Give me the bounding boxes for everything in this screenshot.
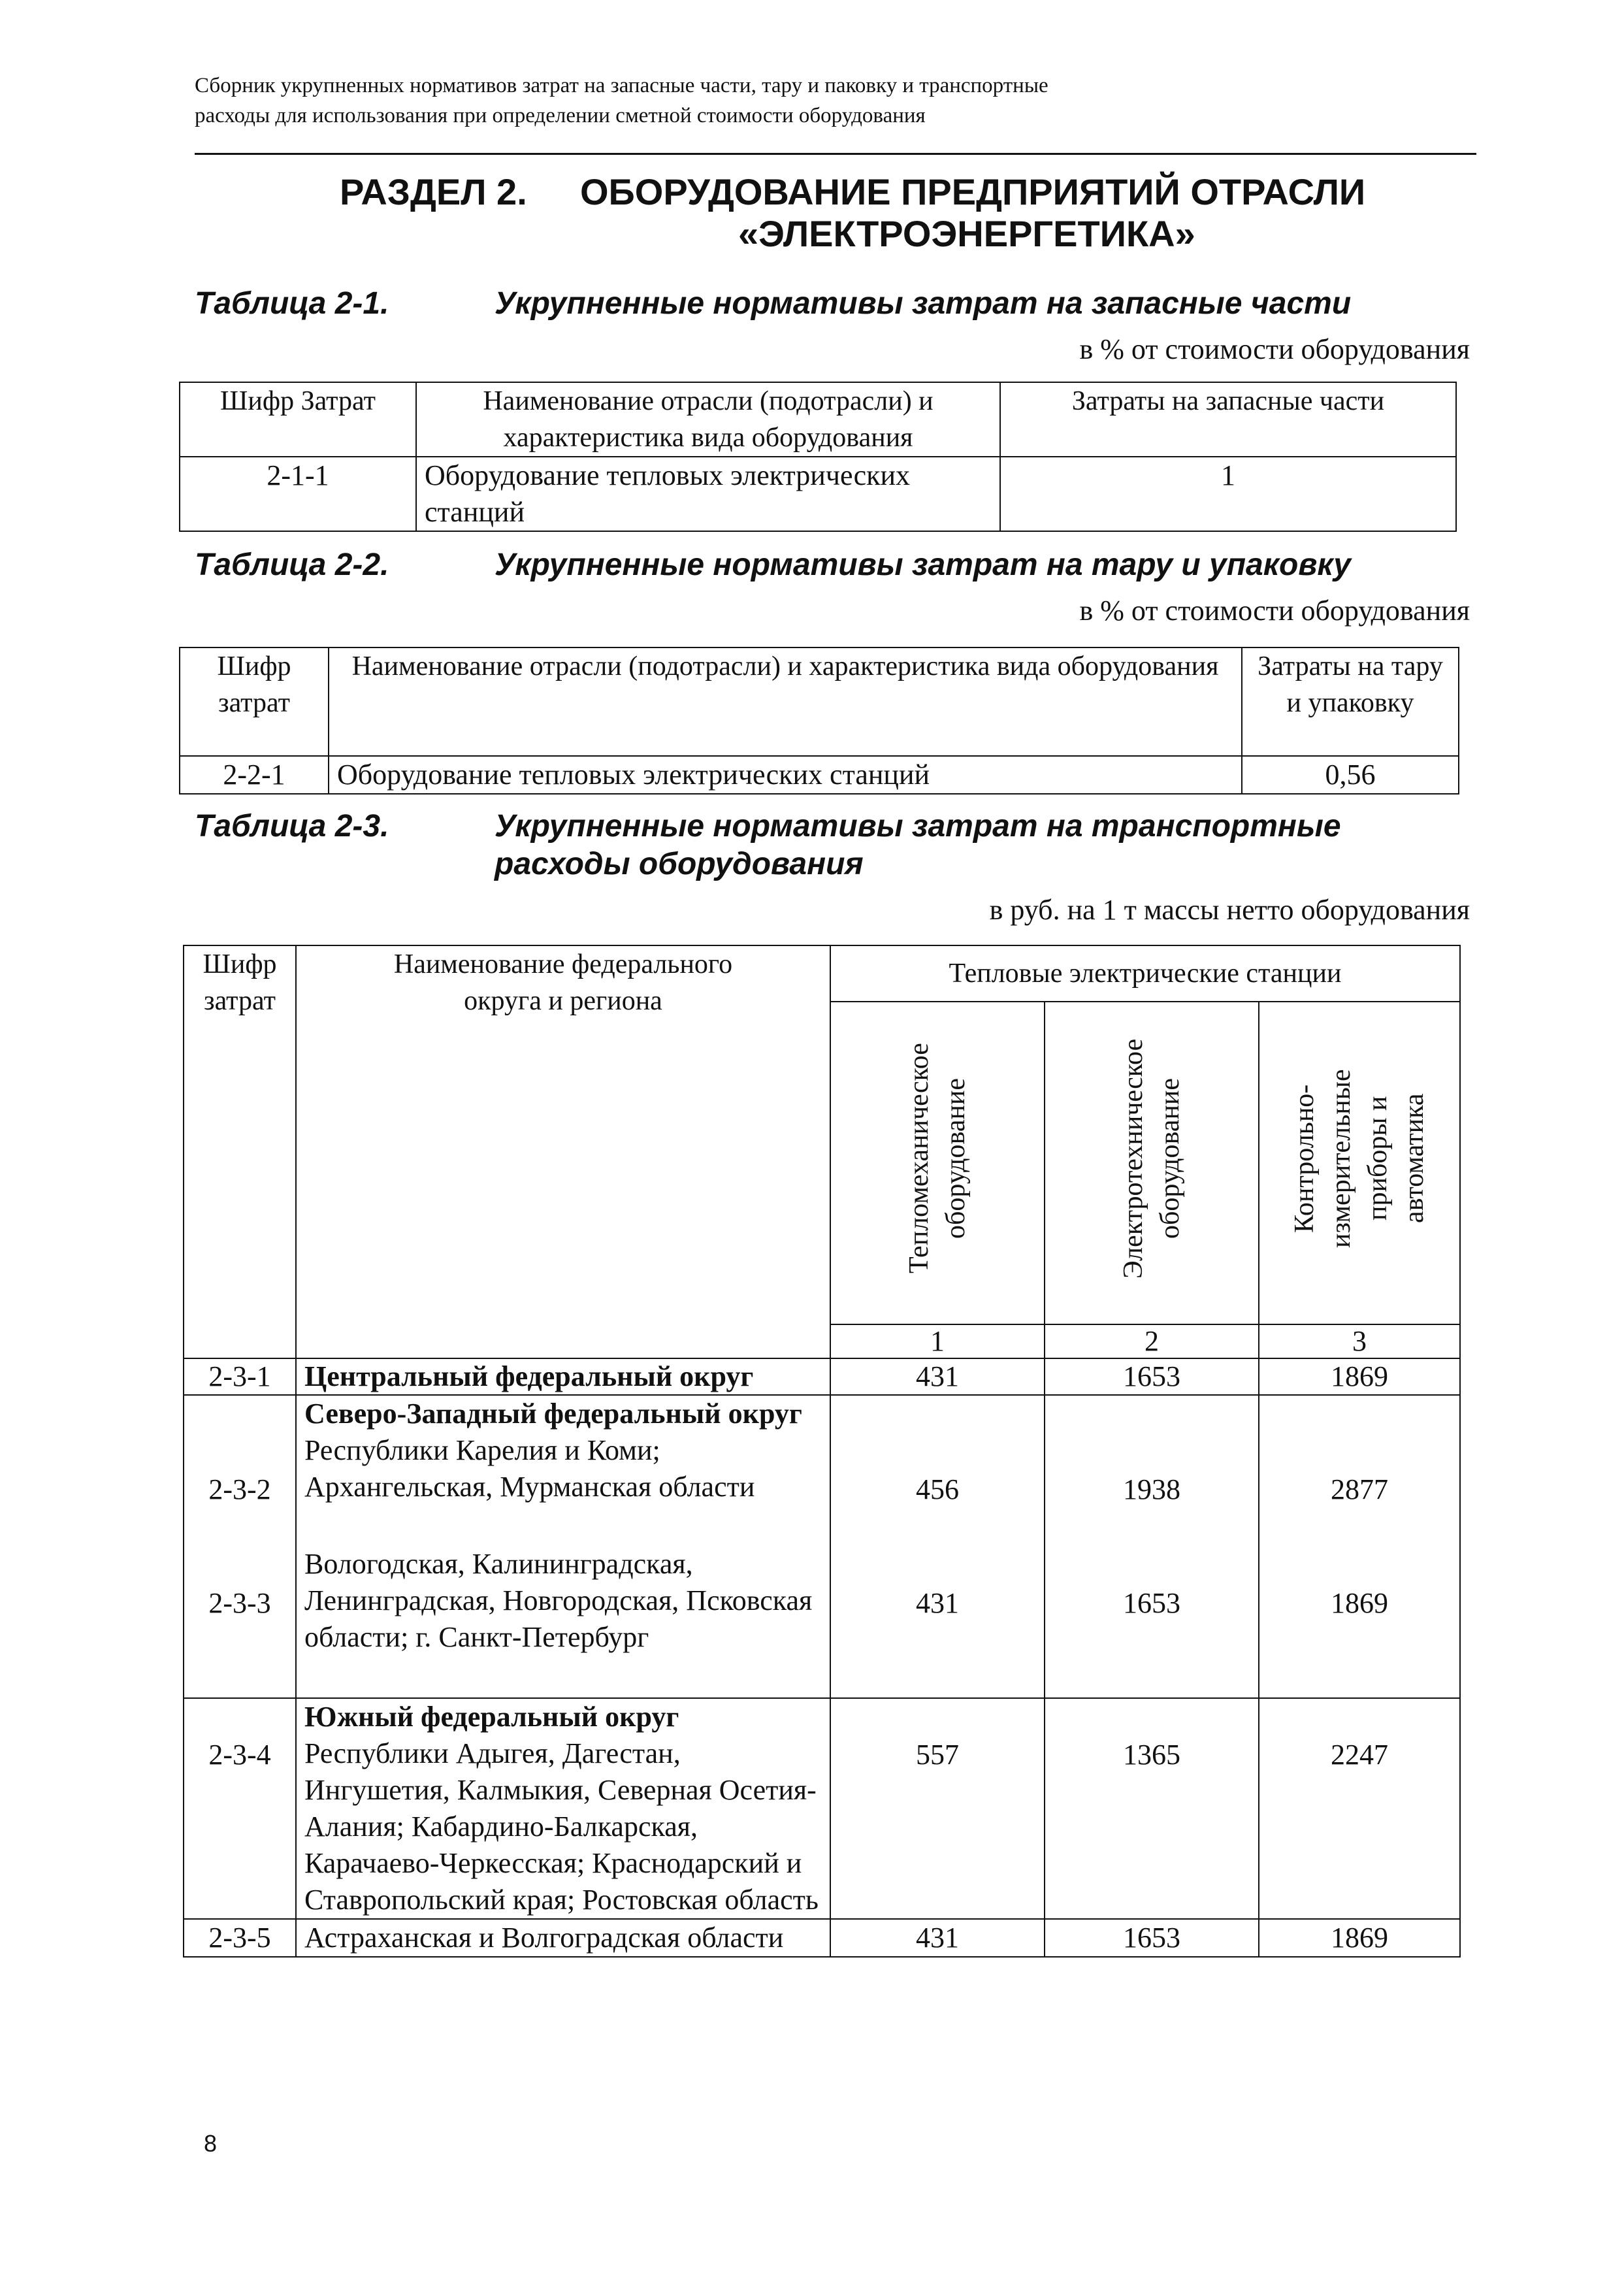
table3-row-v2: 1938: [1123, 1473, 1180, 1505]
table3-code-cell: [184, 1698, 296, 1919]
table1-header-name: Наименование отрасли (подотрасли) и характеристика вида оборудования: [416, 382, 1000, 457]
table3-row-code: 2-3-4: [208, 1739, 271, 1771]
table3-unit: в руб. на 1 т массы нетто оборудования: [989, 894, 1470, 926]
table3-row-v1: 456: [916, 1473, 959, 1505]
table3-row-v2: 1653: [1045, 1919, 1259, 1957]
table2-header-row: [180, 647, 1459, 756]
table3-subheader-3: [1259, 1002, 1460, 1324]
table2-row-code: 2-2-1: [180, 756, 329, 794]
table3-label: Таблица 2-3.: [195, 809, 389, 844]
table2-row-name: Оборудование тепловых электрических станций: [329, 756, 1242, 794]
table1: [179, 382, 1457, 532]
table-row: [184, 1919, 1460, 1957]
table3-v1-cell: [830, 1395, 1045, 1698]
table3-row-v3: 2877: [1331, 1473, 1388, 1505]
page-number: 8: [204, 2130, 218, 2157]
table3-subheader-1-text: Тепломеханическое оборудование: [904, 1043, 971, 1274]
table3-subheader-2: [1045, 1002, 1259, 1324]
table3-names-cell: [296, 1395, 830, 1698]
table3-row-v1: 431: [830, 1919, 1045, 1957]
running-header-line-2: расходы для использования при определении сметной стоимости оборудования: [195, 104, 926, 127]
table1-header-value: Затраты на запасные части: [1000, 382, 1456, 457]
table3-row-code: 2-3-3: [208, 1587, 271, 1619]
running-header-line-1: Сборник укрупненных нормативов затрат на запасные части, тару и паковку и транспортные: [195, 74, 1048, 97]
table3-row-code: 2-3-1: [184, 1358, 296, 1395]
table3-colnum-3: 3: [1259, 1324, 1460, 1358]
table3-row-v3: 1869: [1259, 1358, 1460, 1395]
table2-label: Таблица 2-2.: [195, 548, 389, 582]
table1-label: Таблица 2-1.: [195, 286, 389, 321]
table1-row-value: 1: [1000, 457, 1456, 531]
table3-row-region: Астраханская и Волгоградская области: [296, 1919, 830, 1957]
table3-subheader-2-text: Электротехническое оборудование: [1118, 1038, 1185, 1279]
table3-subheader-3-text: Контрольно-измерительные приборы и автоматика: [1290, 1069, 1429, 1248]
table-row: [184, 1358, 1460, 1395]
running-header: [195, 71, 1475, 131]
table1-unit: в % от стоимости оборудования: [1079, 333, 1470, 365]
section-label: РАЗДЕЛ 2.: [340, 171, 527, 212]
table1-row-name: Оборудование тепловых электрических станций: [416, 457, 1000, 531]
table2-row-value: 0,56: [1242, 756, 1459, 794]
table3-codes-cell: [184, 1395, 296, 1698]
table3-row-code: 2-3-5: [184, 1919, 296, 1957]
table3-row-v3: 2247: [1331, 1739, 1388, 1771]
table3-header-group: Тепловые электрические станции: [830, 945, 1460, 1002]
table2-title: Укрупненные нормативы затрат на тару и упаковку: [495, 548, 1351, 582]
table3-row-v2: 1653: [1045, 1358, 1259, 1395]
table2-header-value: Затраты на тару и упаковку: [1242, 647, 1459, 756]
section-title-line-2: «ЭЛЕКТРОЭНЕРГЕТИКА»: [738, 213, 1195, 254]
table1-title: Укрупненные нормативы затрат на запасные части: [495, 286, 1352, 321]
table3-row-district: Центральный федеральный округ: [296, 1358, 830, 1395]
table-row: [180, 457, 1456, 531]
table3-row-v3: 1869: [1331, 1587, 1388, 1619]
table1-header-code: Шифр Затрат: [180, 382, 416, 457]
table3-row-region: Республики Карелия и Коми; Архангельская, Мурманская области: [304, 1434, 755, 1503]
table3-v2-cell: [1045, 1395, 1259, 1698]
table3-row-district: Северо-Западный федеральный округ: [304, 1398, 802, 1430]
header-rule: [195, 153, 1476, 155]
table3-header-name: Наименование федерального округа и региона: [296, 945, 830, 1358]
table3-row-v2: 1365: [1123, 1739, 1180, 1771]
table3-header-row: [184, 945, 1460, 1002]
table2-unit: в % от стоимости оборудования: [1079, 595, 1470, 627]
table3-row-v1: 431: [916, 1587, 959, 1619]
table3-v3-cell: [1259, 1395, 1460, 1698]
table3-title-line-1: Укрупненные нормативы затрат на транспортные: [495, 809, 1341, 844]
table3-row-v2: 1653: [1123, 1587, 1180, 1619]
table1-row-code: 2-1-1: [180, 457, 416, 531]
table-row: [180, 756, 1459, 794]
table3-subheader-1: [830, 1002, 1045, 1324]
table-row-group: [184, 1395, 1460, 1698]
table2-header-code: Шифр затрат: [180, 647, 329, 756]
table3-colnum-2: 2: [1045, 1324, 1259, 1358]
table3-header-code: Шифр затрат: [184, 945, 296, 1358]
table3-v3-cell: [1259, 1698, 1460, 1919]
table3-row-region: Вологодская, Калининградская, Ленинградская, Новгородская, Псковская области; г. Санкт-Петербург: [304, 1548, 813, 1653]
section-title-line-1: ОБОРУДОВАНИЕ ПРЕДПРИЯТИЙ ОТРАСЛИ: [580, 171, 1366, 212]
table3-row-v1: 557: [916, 1739, 959, 1771]
table3-row-v1: 431: [830, 1358, 1045, 1395]
table3-name-cell: [296, 1698, 830, 1919]
table3-row-region: Республики Адыгея, Дагестан, Ингушетия, Калмыкия, Северная Осетия-Алания; Кабардино-Балкарская, Карачаево-Черкесская; Краснодарский и Ставропольский края; Ростовская область: [304, 1737, 819, 1916]
table3-v1-cell: [830, 1698, 1045, 1919]
table3-row-code: 2-3-2: [208, 1473, 271, 1505]
table3-row-v3: 1869: [1259, 1919, 1460, 1957]
table1-header-row: [180, 382, 1456, 457]
table2-header-name: Наименование отрасли (подотрасли) и характеристика вида оборудования: [329, 647, 1242, 756]
table3-title-line-2: расходы оборудования: [495, 847, 864, 881]
table-row: [184, 1698, 1460, 1919]
table3-v2-cell: [1045, 1698, 1259, 1919]
table3: [183, 945, 1461, 1958]
table2: [179, 647, 1459, 795]
table3-colnum-1: 1: [830, 1324, 1045, 1358]
table3-row-district: Южный федеральный округ: [304, 1701, 679, 1733]
